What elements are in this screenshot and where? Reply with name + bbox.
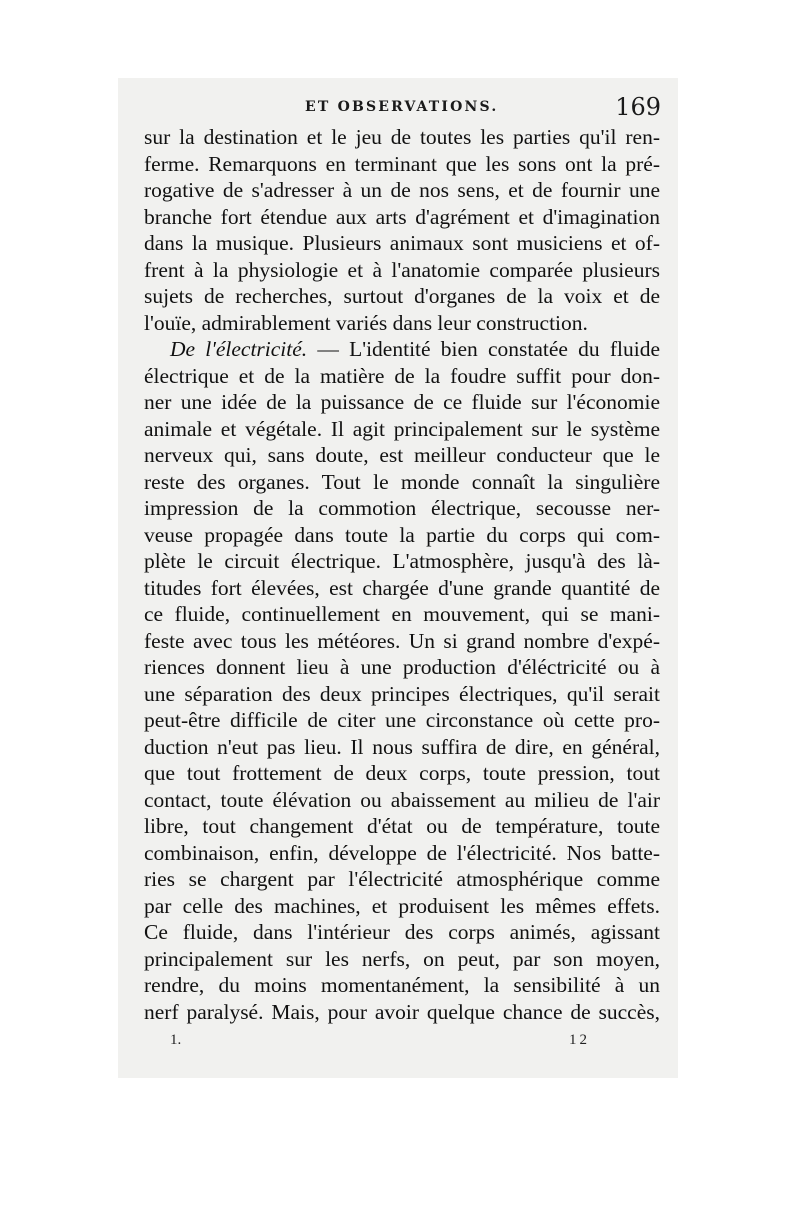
text-line: une séparation des deux principes électriques, qu'il serait <box>144 681 660 706</box>
page-number: 169 <box>615 93 661 121</box>
text-line: veuse propagée dans toute la partie du corps qui com- <box>144 522 660 547</box>
text-line: sur la destination et le jeu de toutes les parties qu'il ren- <box>144 125 660 149</box>
text-line: impression de la commotion électrique, secousse ner- <box>144 496 660 520</box>
text-line: titudes fort élevées, est chargée d'une grande quantité de <box>144 575 660 600</box>
text-line: libre, tout changement d'état ou de température, toute <box>144 814 660 838</box>
text-line: sujets de recherches, surtout d'organes de la voix et de <box>144 284 660 308</box>
text-line: ce fluide, continuellement en mouvement, qui se mani- <box>144 602 660 626</box>
running-head: ET OBSERVATIONS. <box>305 99 499 115</box>
page-footer <box>170 1032 600 1056</box>
text-line: Ce fluide, dans l'intérieur des corps animés, agissant <box>144 920 660 944</box>
text-line: plète le circuit électrique. L'atmosphère, jusqu'à des là- <box>144 549 660 573</box>
text-line: que tout frottement de deux corps, toute pression, tout <box>144 761 660 785</box>
text-line: l'ouïe, admirablement variés dans leur construction. <box>144 310 588 335</box>
body-text <box>144 124 660 1025</box>
text-line: ferme. Remarquons en terminant que les sons ont la pré- <box>144 151 660 176</box>
text-line: dans la musique. Plusieurs animaux sont musiciens et of- <box>144 231 660 255</box>
text-line: nerf paralysé. Mais, pour avoir quelque chance de succès, <box>144 999 660 1024</box>
text-line: combinaison, enfin, développe de l'électricité. Nos batte- <box>144 840 660 865</box>
section-first-line <box>144 336 660 363</box>
text-line: duction n'eut pas lieu. Il nous suffira de dire, en général, <box>144 734 660 759</box>
text-line: frent à la physiologie et à l'anatomie comparée plusieurs <box>144 257 660 282</box>
text-line: peut-être difficile de citer une circonstance où cette pro- <box>144 708 660 732</box>
text-line: feste avec tous les météores. Un si grand nombre d'expé- <box>144 628 660 653</box>
text-line: rogative de s'adresser à un de nos sens, et de fournir une <box>144 178 660 202</box>
text-line: ries se chargent par l'électricité atmosphérique comme <box>144 867 660 891</box>
text-line: branche fort étendue aux arts d'agrément et d'imagination <box>144 204 660 229</box>
text-line: par celle des machines, et produisent les mêmes effets. <box>144 893 660 918</box>
page-header <box>135 93 663 127</box>
text-line: électrique et de la matière de la foudre suffit pour don- <box>144 363 660 388</box>
section-first-line-text: — L'identité bien constatée du fluide <box>317 337 660 361</box>
sheet-number: 12 <box>569 1032 590 1048</box>
signature-mark: 1. <box>170 1032 182 1048</box>
text-line: animale et végétale. Il agit principalement sur le système <box>144 416 660 441</box>
text-line: ner une idée de la puissance de ce fluide sur l'économie <box>144 390 660 414</box>
text-line: contact, toute élévation ou abaissement au milieu de l'air <box>144 787 660 812</box>
text-line: nerveux qui, sans doute, est meilleur conducteur que le <box>144 443 660 467</box>
text-line: principalement sur les nerfs, on peut, par son moyen, <box>144 946 660 971</box>
text-line: reste des organes. Tout le monde connaît la singulière <box>144 469 660 494</box>
text-line: riences donnent lieu à une production d'éléctricité ou à <box>144 655 660 679</box>
text-line: rendre, du moins momentanément, la sensibilité à un <box>144 973 660 997</box>
section-heading: De l'électricité. <box>170 337 308 361</box>
